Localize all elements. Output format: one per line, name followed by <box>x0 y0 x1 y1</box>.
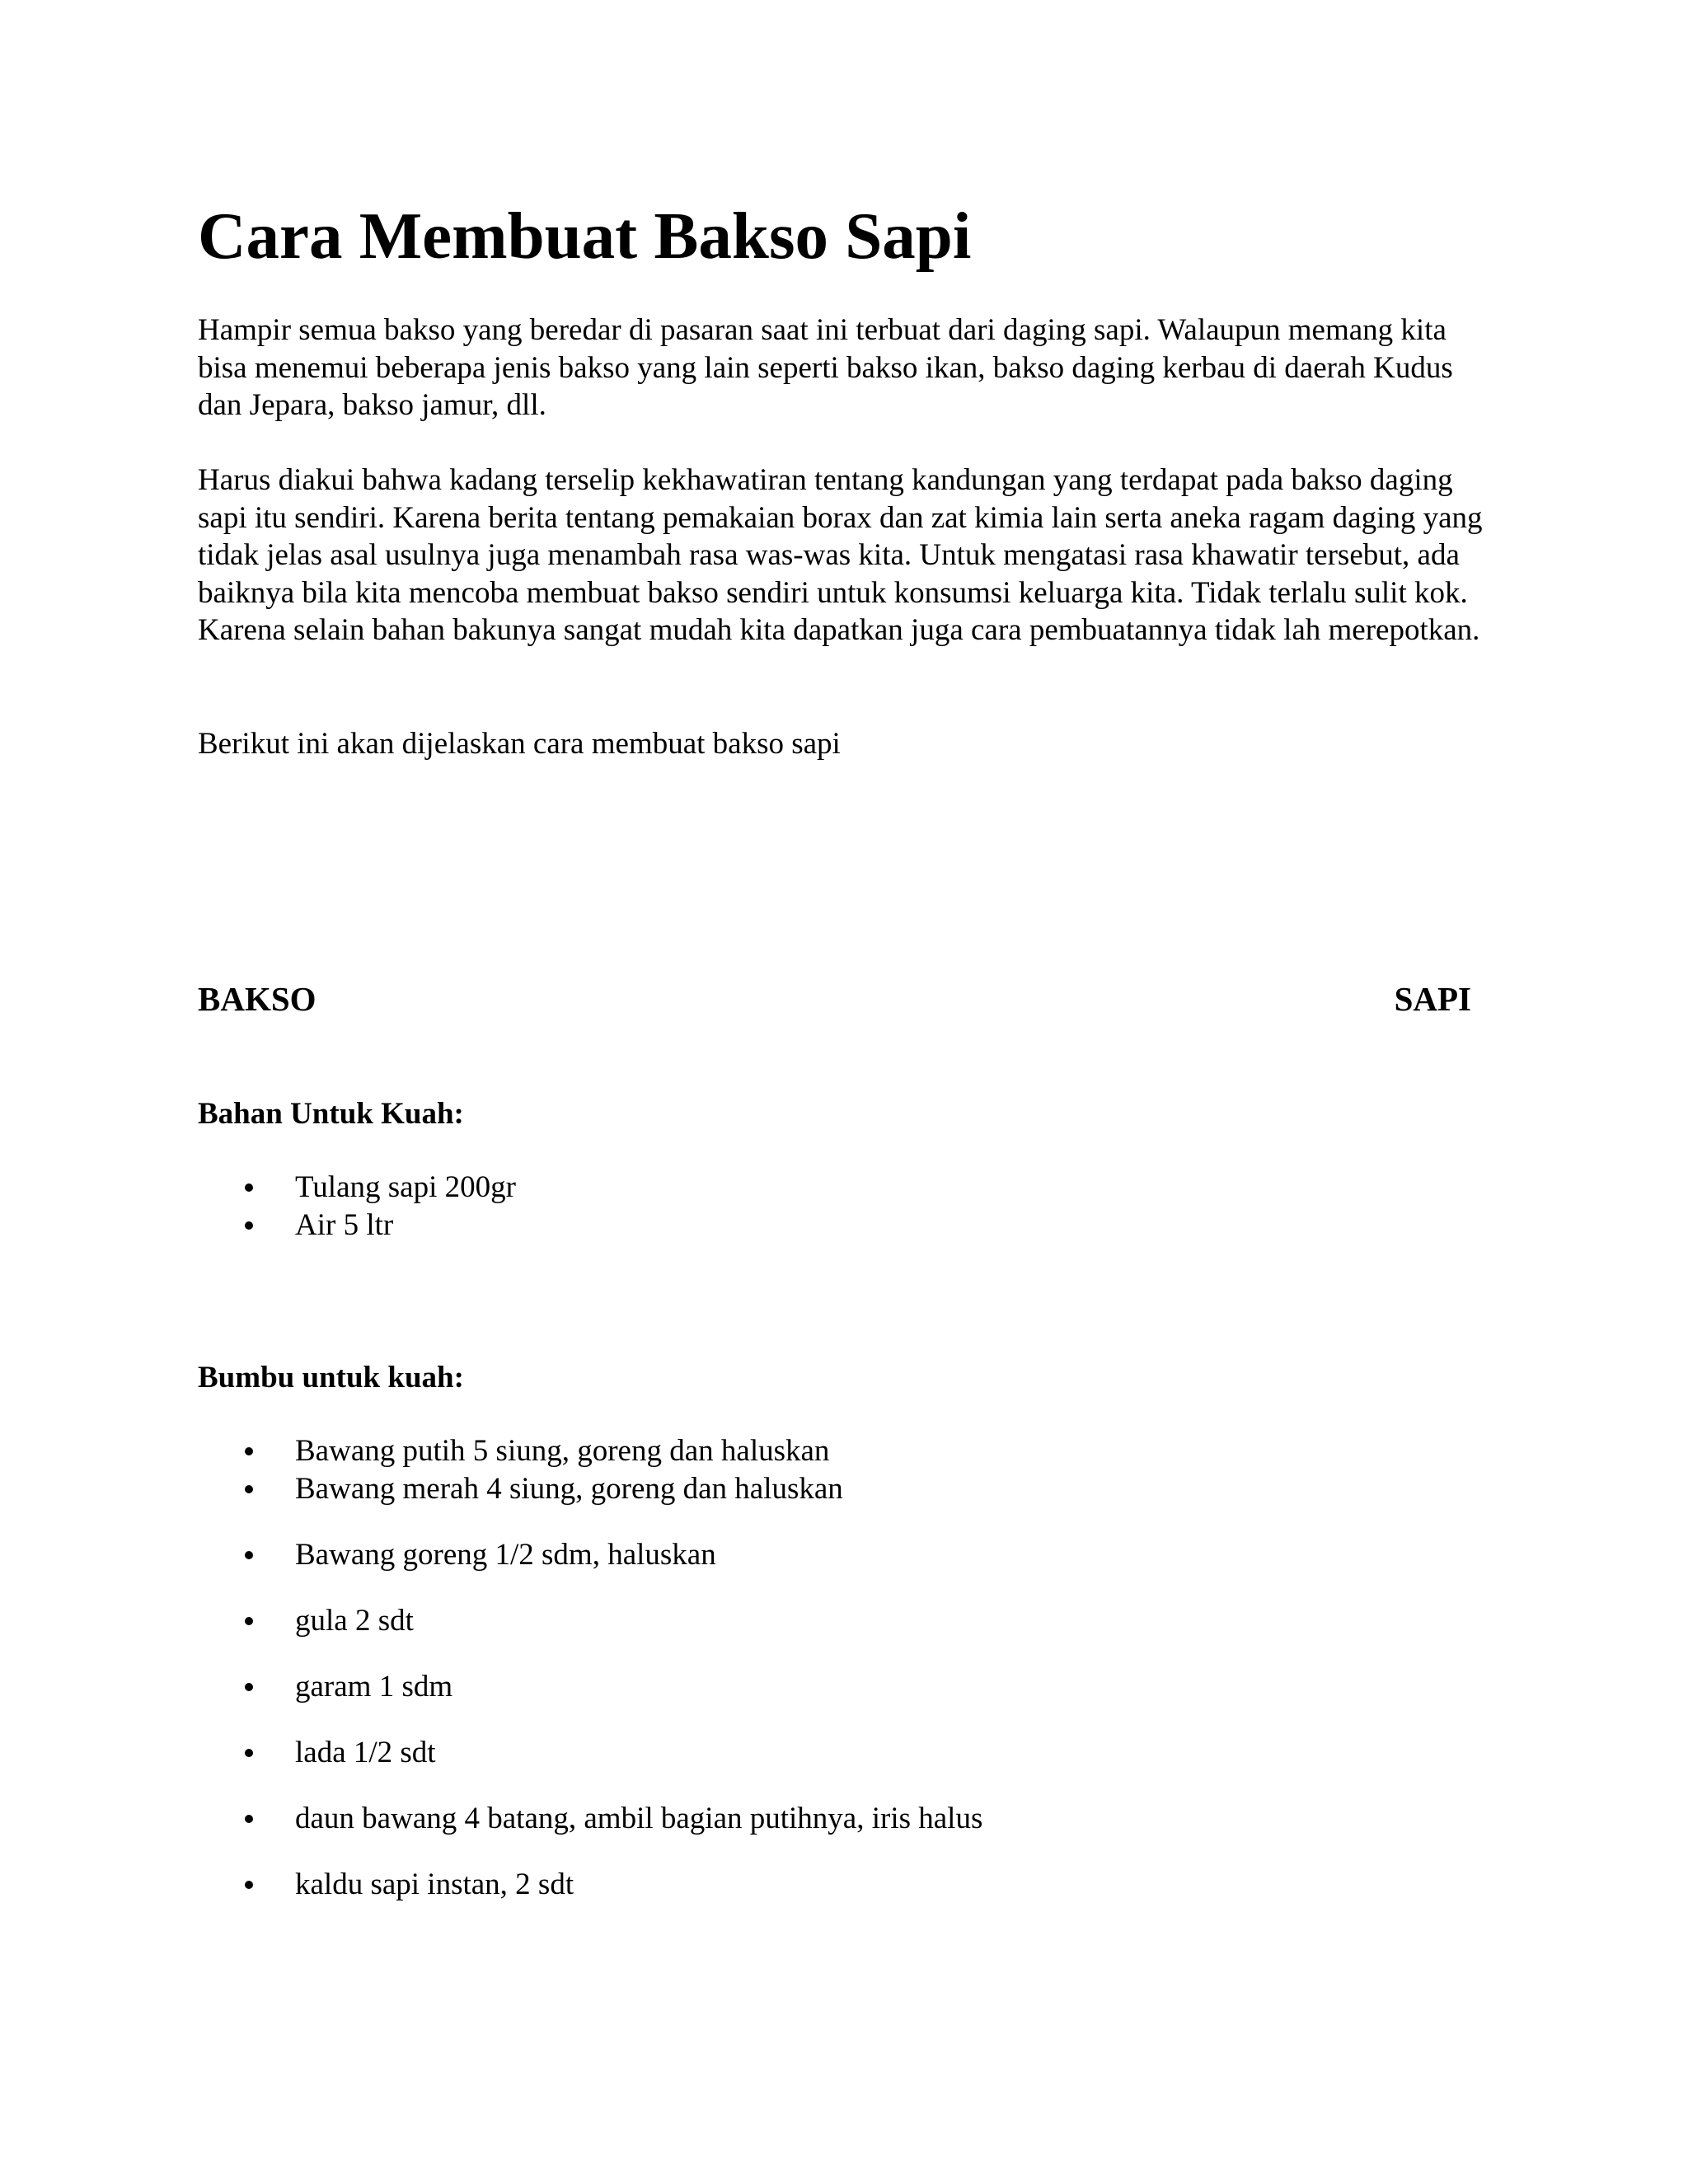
recipe-heading <box>198 979 1471 1019</box>
lead-in-paragraph: Berikut ini akan dijelaskan cara membuat bakso sapi <box>198 727 841 761</box>
list-item: Bawang merah 4 siung, goreng dan haluskan <box>198 1470 982 1508</box>
bullet-icon <box>245 1881 253 1889</box>
page-title: Cara Membuat Bakso Sapi <box>198 199 972 273</box>
kuah-seasoning-list <box>198 1432 982 1904</box>
bullet-icon <box>245 1683 253 1691</box>
bullet-icon <box>245 1485 253 1493</box>
concern-paragraph: Harus diakui bahwa kadang terselip kekhawatiran tentang kandungan yang terdapat pada bakso daging sapi itu sendiri. Karena berita tentang pemakaian borax dan zat kimia lain serta aneka ragam daging yang tidak jelas asal usulnya juga menambah rasa was-was kita. Untuk mengatasi rasa khawatir tersebut, ada baiknya bila kita mencoba membuat bakso sendiri untuk konsumsi keluarga kita. Tidak terlalu sulit kok. Karena selain bahan bakunya sangat mudah kita dapatkan juga cara pembuatannya tidak lah merepotkan. <box>198 463 1483 647</box>
recipe-heading-left: BAKSO <box>198 980 316 1018</box>
bullet-icon <box>245 1815 253 1823</box>
list-item: gula 2 sdt <box>198 1602 982 1640</box>
list-item: daun bawang 4 batang, ambil bagian putihnya, iris halus <box>198 1800 982 1838</box>
intro-paragraph: Hampir semua bakso yang beredar di pasaran saat ini terbuat dari daging sapi. Walaupun memang kita bisa menemui beberapa jenis bakso yang lain seperti bakso ikan, bakso daging kerbau di daerah Kudus dan Jepara, bakso jamur, dll. <box>198 313 1453 422</box>
list-item: lada 1/2 sdt <box>198 1734 982 1772</box>
list-item: Bawang goreng 1/2 sdm, haluskan <box>198 1536 982 1574</box>
list-item: Tulang sapi 200gr <box>198 1169 516 1207</box>
section-heading-kuah-seasoning: Bumbu untuk kuah: <box>198 1361 464 1394</box>
list-item: kaldu sapi instan, 2 sdt <box>198 1866 982 1904</box>
list-item: Bawang putih 5 siung, goreng dan haluskan <box>198 1432 982 1470</box>
bullet-icon <box>245 1183 253 1192</box>
list-item: Air 5 ltr <box>198 1207 516 1244</box>
bullet-icon <box>245 1221 253 1230</box>
bullet-icon <box>245 1447 253 1455</box>
kuah-ingredients-list <box>198 1169 516 1244</box>
section-heading-kuah-ingredients: Bahan Untuk Kuah: <box>198 1097 464 1131</box>
bullet-icon <box>245 1551 253 1559</box>
recipe-heading-right: SAPI <box>1394 980 1471 1018</box>
bullet-icon <box>245 1617 253 1625</box>
list-item: garam 1 sdm <box>198 1668 982 1706</box>
bullet-icon <box>245 1749 253 1757</box>
